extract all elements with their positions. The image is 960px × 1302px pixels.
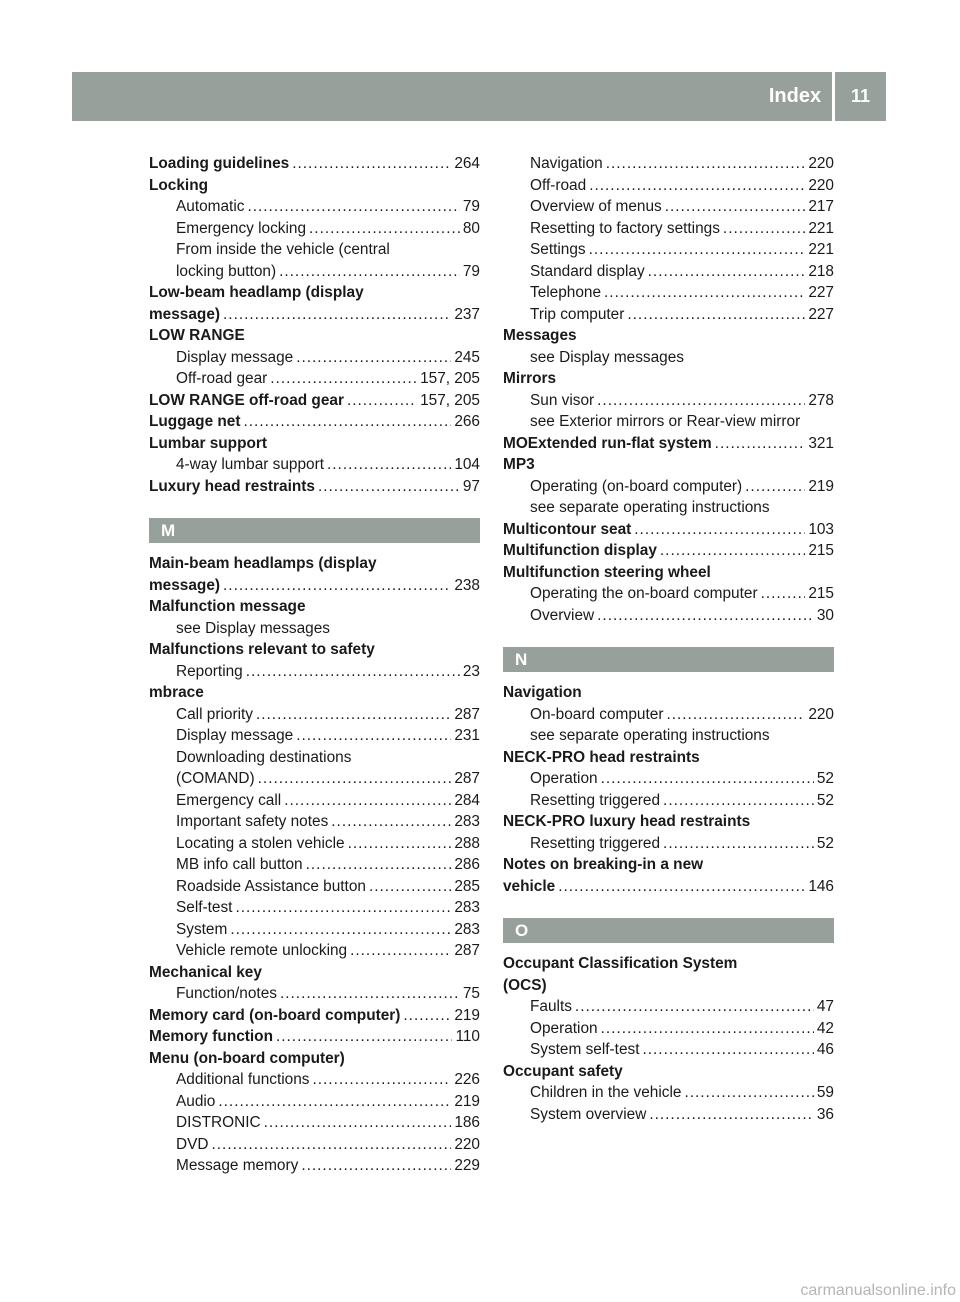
page-ref: 46 (816, 1041, 834, 1058)
entry-text: Emergency call (176, 791, 282, 809)
entry-text: vehicle (503, 877, 556, 895)
page-ref: 219 (808, 477, 834, 495)
entry-text: Occupant Classification System (503, 955, 738, 972)
index-subentry (149, 661, 480, 683)
page-ref: 59 (816, 1084, 834, 1101)
page-ref: 217 (808, 198, 834, 215)
entry-text: Operating the on-board computer (530, 585, 758, 602)
entry-text: System self-test (530, 1041, 640, 1058)
index-entry (503, 1061, 834, 1083)
index-subentry (149, 833, 480, 855)
entry-text: Call priority (176, 705, 253, 723)
entry-text: From inside the vehicle (central (176, 241, 390, 258)
entry-text: Locating a stolen vehicle (176, 834, 345, 852)
index-subentry (503, 725, 834, 747)
dot-leader (627, 304, 805, 326)
dot-leader (761, 583, 806, 605)
dot-leader (369, 876, 451, 898)
index-entry (149, 1048, 480, 1070)
index-subentry (503, 347, 834, 369)
entry-text: locking button) (176, 262, 277, 280)
page-ref: 220 (808, 155, 834, 172)
entry-text: Lumbar support (149, 434, 267, 452)
entry-text: Low-beam headlamp (display (149, 284, 364, 301)
page-ref: 110 (455, 1028, 480, 1045)
index-entry (149, 575, 480, 597)
index-entry (503, 519, 834, 541)
index-subentry (149, 790, 480, 812)
index-entry (503, 562, 834, 584)
dot-leader (403, 1005, 451, 1027)
page-ref: 104 (454, 456, 480, 473)
entry-text: Display message (176, 727, 294, 744)
entry-text: Operation (530, 770, 598, 787)
index-subentry (149, 1112, 480, 1134)
entry-text: Navigation (530, 155, 603, 172)
entry-text: LOW RANGE (149, 327, 245, 344)
entry-text: Resetting triggered (530, 834, 661, 852)
dot-leader (284, 790, 451, 812)
entry-text: Menu (on-board computer) (149, 1049, 345, 1067)
page-ref: 157, 205 (420, 370, 480, 387)
index-entry (149, 962, 480, 984)
entry-text: Operating (on-board computer) (530, 477, 743, 495)
entry-text: Loading guidelines (149, 155, 290, 172)
dot-leader (279, 261, 460, 283)
entry-text: DVD (176, 1135, 209, 1153)
entry-text: Sun visor (530, 391, 595, 409)
index-subentry (149, 218, 480, 240)
page-ref: 79 (462, 198, 480, 215)
entry-text: System overview (530, 1105, 647, 1123)
entry-text: Operation (530, 1019, 598, 1037)
dot-leader (601, 768, 814, 790)
page-ref: 80 (462, 219, 480, 237)
dot-leader (649, 1104, 814, 1126)
entry-text: Function/notes (176, 985, 277, 1002)
entry-text: Occupant safety (503, 1062, 623, 1080)
section-letter-n: N (503, 647, 834, 672)
entry-text: Self-test (176, 899, 233, 916)
page-ref: 36 (816, 1105, 834, 1123)
entry-text: Additional functions (176, 1071, 310, 1088)
index-entry (149, 325, 480, 347)
page-ref: 283 (454, 920, 480, 938)
entry-text: message) (149, 576, 221, 594)
dot-leader (634, 519, 805, 541)
entry-text: (COMAND) (176, 770, 255, 787)
entry-text: Navigation (503, 684, 582, 701)
index-subentry (149, 368, 480, 390)
page-ref: 220 (808, 705, 834, 723)
entry-text: Resetting to factory settings (530, 219, 720, 237)
entry-text: Luxury head restraints (149, 477, 315, 495)
entry-text: Vehicle remote unlocking (176, 942, 348, 959)
index-entry (149, 175, 480, 197)
index-subentry (503, 790, 834, 812)
entry-text: Important safety notes (176, 813, 329, 830)
entry-text: message) (149, 305, 221, 323)
index-subentry (149, 768, 480, 790)
page-ref: 284 (454, 791, 480, 809)
index-subentry (503, 1039, 834, 1061)
index-subentry (503, 497, 834, 519)
entry-text: DISTRONIC (176, 1114, 261, 1131)
index-subentry (503, 239, 834, 261)
dot-leader (270, 368, 417, 390)
page-ref: 226 (454, 1071, 480, 1088)
dot-leader (301, 1155, 451, 1177)
index-entry (503, 747, 834, 769)
index-subentry (149, 1069, 480, 1091)
dot-leader (223, 304, 451, 326)
page-ref: 75 (462, 985, 480, 1002)
dot-leader (296, 347, 451, 369)
page-ref: 231 (454, 727, 480, 744)
dot-leader (235, 897, 451, 919)
page-ref: 220 (808, 176, 834, 194)
entry-text: Memory function (149, 1028, 273, 1045)
page-ref: 52 (816, 770, 834, 787)
entry-text: Children in the vehicle (530, 1084, 682, 1101)
dot-leader (218, 1091, 451, 1113)
page-ref: 79 (462, 262, 480, 280)
index-subentry (503, 261, 834, 283)
entry-text: Mirrors (503, 370, 557, 387)
entry-text: LOW RANGE off-road gear (149, 391, 344, 409)
dot-leader (347, 390, 417, 412)
page-ref: 278 (808, 391, 834, 409)
page-ref: 321 (808, 434, 834, 452)
entry-text: Multifunction display (503, 542, 657, 559)
entry-text: Overview (530, 606, 595, 624)
index-subentry (503, 996, 834, 1018)
page-ref: 30 (816, 606, 834, 624)
entry-text: Telephone (530, 284, 602, 301)
dot-leader (589, 175, 805, 197)
entry-text: see separate operating instructions (530, 499, 770, 516)
index-subentry (149, 854, 480, 876)
entry-text: mbrace (149, 684, 204, 701)
dot-leader (715, 433, 806, 455)
index-subentry (503, 1104, 834, 1126)
entry-text: Reporting (176, 662, 243, 680)
index-subentry (503, 768, 834, 790)
index-subentry (149, 347, 480, 369)
dot-leader (230, 919, 451, 941)
entry-text: see separate operating instructions (530, 727, 770, 744)
dot-leader (604, 282, 805, 304)
dot-leader (276, 1026, 452, 1048)
page-ref: 146 (808, 877, 834, 895)
index-subentry (503, 196, 834, 218)
page-ref: 221 (808, 241, 834, 258)
page-ref: 266 (454, 413, 480, 430)
entry-text: Main-beam headlamps (display (149, 555, 377, 572)
index-entry (149, 411, 480, 433)
index-subentry (149, 1134, 480, 1156)
dot-leader (642, 1039, 813, 1061)
entry-text: Downloading destinations (176, 748, 352, 766)
entry-text: Messages (503, 327, 577, 344)
dot-leader (666, 704, 805, 726)
index-entry (149, 433, 480, 455)
index-entry (503, 854, 834, 876)
dot-leader (244, 411, 452, 433)
index-subentry (149, 1091, 480, 1113)
index-subentry (503, 175, 834, 197)
index-subentry (503, 583, 834, 605)
dot-leader (648, 261, 806, 283)
dot-leader (264, 1112, 452, 1134)
section-letter-o: O (503, 918, 834, 943)
entry-text: Luggage net (149, 413, 241, 430)
entry-text: see Exterior mirrors or Rear-view mirror (530, 413, 801, 430)
index-subentry (149, 940, 480, 962)
index-entry (149, 639, 480, 661)
page-ref: 52 (816, 791, 834, 809)
dot-leader (348, 833, 452, 855)
page-number: 11 (850, 86, 871, 106)
entry-text: see Display messages (530, 348, 684, 366)
index-subentry (149, 618, 480, 640)
index-subentry (503, 605, 834, 627)
entry-text: NECK-PRO luxury head restraints (503, 813, 751, 830)
entry-text: System (176, 920, 228, 938)
dot-leader (575, 996, 814, 1018)
page-ref: 97 (462, 477, 480, 495)
dot-leader (663, 833, 814, 855)
dot-leader (350, 940, 451, 962)
page-ref: 219 (454, 1006, 480, 1024)
index-entry (503, 811, 834, 833)
index-subentry (503, 476, 834, 498)
index-column-left (149, 153, 480, 1177)
index-entry (149, 476, 480, 498)
dot-leader (745, 476, 805, 498)
entry-text: Trip computer (530, 305, 625, 323)
page-ref: 186 (454, 1114, 480, 1131)
index-entry (503, 975, 834, 997)
dot-leader (606, 153, 806, 175)
dot-leader (296, 725, 451, 747)
index-subentry (503, 218, 834, 240)
page-ref: 218 (808, 262, 834, 280)
index-subentry (503, 833, 834, 855)
page-ref: 42 (816, 1019, 834, 1037)
page-ref: 264 (454, 155, 480, 172)
index-entry (149, 1026, 480, 1048)
entry-text: MB info call button (176, 856, 303, 873)
page-ref: 157, 205 (420, 391, 480, 409)
index-subentry (503, 390, 834, 412)
entry-text: NECK-PRO head restraints (503, 748, 700, 766)
dot-leader (558, 876, 805, 898)
dot-leader (246, 661, 460, 683)
page-ref: 287 (454, 770, 480, 787)
index-entry (503, 433, 834, 455)
index-entry (503, 325, 834, 347)
dot-leader (589, 239, 806, 261)
dot-leader (258, 768, 452, 790)
entry-text: Audio (176, 1092, 216, 1110)
section-letter-m: M (149, 518, 480, 543)
index-subentry (503, 411, 834, 433)
entry-text: Standard display (530, 262, 645, 280)
index-entry (503, 454, 834, 476)
dot-leader (247, 196, 459, 218)
page-ref: 215 (808, 585, 834, 602)
page-ref: 52 (816, 834, 834, 852)
entry-text: Faults (530, 998, 572, 1015)
page-ref: 283 (454, 899, 480, 916)
page-ref: 287 (454, 942, 480, 959)
dot-leader (597, 390, 805, 412)
index-subentry (503, 282, 834, 304)
index-subentry (149, 876, 480, 898)
entry-text: Display message (176, 348, 294, 366)
entry-text: Roadside Assistance button (176, 877, 366, 895)
index-subentry (503, 704, 834, 726)
section-title: Index (768, 85, 822, 107)
dot-leader (312, 1069, 451, 1091)
dot-leader (660, 540, 805, 562)
index-subentry (149, 725, 480, 747)
page-ref: 238 (454, 576, 480, 594)
index-entry (503, 682, 834, 704)
index-column-right (503, 153, 834, 1125)
entry-text: Automatic (176, 198, 245, 215)
dot-leader (597, 605, 814, 627)
entry-text: Memory card (on-board computer) (149, 1006, 401, 1024)
page-ref: 288 (454, 834, 480, 852)
index-entry (149, 682, 480, 704)
index-entry (149, 153, 480, 175)
entry-text: On-board computer (530, 705, 664, 723)
index-subentry (149, 261, 480, 283)
page-ref: 237 (454, 305, 480, 323)
index-subentry (149, 747, 480, 769)
index-subentry (149, 1155, 480, 1177)
index-entry (503, 953, 834, 975)
dot-leader (309, 218, 460, 240)
entry-text: Settings (530, 241, 586, 258)
entry-text: Notes on breaking-in a new (503, 856, 704, 873)
index-entry (503, 876, 834, 898)
index-entry (149, 390, 480, 412)
index-subentry (503, 153, 834, 175)
page-ref: 245 (454, 348, 480, 366)
entry-text: Malfunctions relevant to safety (149, 641, 375, 658)
dot-leader (280, 983, 460, 1005)
entry-text: MOExtended run-flat system (503, 434, 712, 452)
index-subentry (149, 897, 480, 919)
entry-text: Overview of menus (530, 198, 662, 215)
entry-text: (OCS) (503, 976, 547, 994)
index-subentry (149, 239, 480, 261)
entry-text: Off-road (530, 176, 587, 194)
index-subentry (149, 983, 480, 1005)
entry-text: see Display messages (176, 619, 330, 637)
index-subentry (149, 811, 480, 833)
index-entry (149, 553, 480, 575)
entry-text: Off-road gear (176, 370, 268, 387)
entry-text: Resetting triggered (530, 791, 661, 809)
entry-text: 4-way lumbar support (176, 456, 324, 473)
entry-text: Multicontour seat (503, 520, 632, 538)
page-ref: 221 (808, 219, 834, 237)
page-ref: 283 (454, 813, 480, 830)
page-ref: 23 (462, 662, 480, 680)
index-entry (149, 1005, 480, 1027)
dot-leader (306, 854, 452, 876)
page-ref: 47 (816, 998, 834, 1015)
dot-leader (318, 476, 460, 498)
dot-leader (256, 704, 451, 726)
page-ref: 229 (454, 1157, 480, 1174)
dot-leader (292, 153, 451, 175)
index-subentry (503, 1082, 834, 1104)
index-subentry (503, 1018, 834, 1040)
index-entry (503, 368, 834, 390)
index-subentry (149, 196, 480, 218)
watermark: carmanualsonline.info (800, 1282, 956, 1299)
page-ref: 286 (454, 856, 480, 873)
dot-leader (723, 218, 805, 240)
page-ref: 220 (454, 1135, 480, 1153)
page-ref: 227 (808, 305, 834, 323)
entry-text: MP3 (503, 456, 535, 473)
page-ref: 285 (454, 877, 480, 895)
dot-leader (663, 790, 814, 812)
page-ref: 103 (808, 520, 834, 538)
index-subentry (149, 919, 480, 941)
index-entry (149, 304, 480, 326)
index-subentry (503, 304, 834, 326)
index-entry (149, 282, 480, 304)
dot-leader (601, 1018, 814, 1040)
index-entry (503, 540, 834, 562)
dot-leader (331, 811, 451, 833)
index-entry (149, 596, 480, 618)
dot-leader (212, 1134, 452, 1156)
entry-text: Message memory (176, 1157, 299, 1174)
page-ref: 227 (808, 284, 834, 301)
index-subentry (149, 454, 480, 476)
entry-text: Locking (149, 176, 208, 194)
dot-leader (223, 575, 451, 597)
dot-leader (327, 454, 451, 476)
page-ref: 287 (454, 705, 480, 723)
entry-text: Malfunction message (149, 598, 306, 615)
page-ref: 215 (808, 542, 834, 559)
entry-text: Emergency locking (176, 219, 307, 237)
entry-text: Mechanical key (149, 963, 262, 981)
index-subentry (149, 704, 480, 726)
dot-leader (684, 1082, 813, 1104)
entry-text: Multifunction steering wheel (503, 563, 711, 581)
dot-leader (665, 196, 806, 218)
page-ref: 219 (454, 1092, 480, 1110)
